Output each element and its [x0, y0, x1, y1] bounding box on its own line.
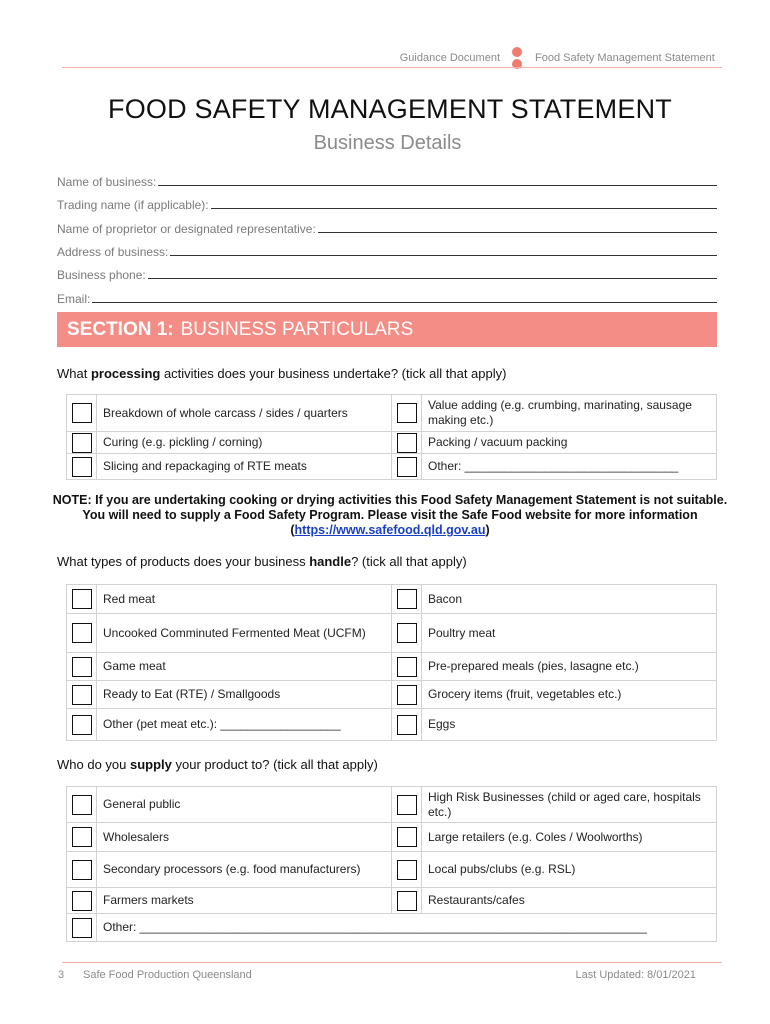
option-label: General public — [97, 787, 392, 823]
checkbox[interactable] — [72, 589, 92, 609]
page-title: FOOD SAFETY MANAGEMENT STATEMENT — [108, 94, 672, 124]
checkbox[interactable] — [72, 685, 92, 705]
table-row — [67, 454, 717, 480]
checkbox[interactable] — [72, 891, 92, 911]
option-label: Local pubs/clubs (e.g. RSL) — [422, 852, 717, 888]
trading-name-field[interactable] — [57, 194, 717, 212]
option-label: Ready to Eat (RTE) / Smallgoods — [97, 681, 392, 709]
option-label: Grocery items (fruit, vegetables etc.) — [422, 681, 717, 709]
table-row — [67, 888, 717, 914]
option-label: Game meat — [97, 653, 392, 681]
email-field[interactable] — [57, 288, 717, 306]
section-name: BUSINESS PARTICULARS — [180, 318, 414, 340]
page-number: 3 — [58, 969, 65, 981]
checkbox[interactable] — [397, 715, 417, 735]
checkbox[interactable] — [397, 403, 417, 423]
table-row — [67, 653, 717, 681]
checkbox[interactable] — [72, 433, 92, 453]
table-row — [67, 681, 717, 709]
checkbox[interactable] — [72, 457, 92, 477]
checkbox[interactable] — [397, 795, 417, 815]
field-label: Business phone: — [57, 268, 146, 282]
header-doc-type: Guidance Document — [399, 52, 500, 64]
fill-line[interactable] — [158, 185, 717, 186]
option-label: Large retailers (e.g. Coles / Woolworths) — [422, 823, 717, 852]
handle-question: What types of products does your business handle? (tick all that apply) — [57, 554, 467, 569]
option-label: Secondary processors (e.g. food manufacturers) — [97, 852, 392, 888]
option-label: Other: ________________________________ — [422, 454, 717, 480]
phone-field[interactable] — [57, 264, 717, 282]
table-row — [67, 395, 717, 432]
option-label: Eggs — [422, 709, 717, 741]
table-row — [67, 614, 717, 653]
table-row — [67, 852, 717, 888]
checkbox[interactable] — [397, 891, 417, 911]
option-label: Restaurants/cafes — [422, 888, 717, 914]
address-field[interactable] — [57, 241, 717, 259]
fill-line[interactable] — [170, 255, 717, 256]
proprietor-field[interactable] — [57, 218, 717, 236]
option-label: Packing / vacuum packing — [422, 432, 717, 454]
business-name-field[interactable] — [57, 171, 717, 189]
checkbox[interactable] — [397, 860, 417, 880]
fill-line[interactable] — [211, 208, 717, 209]
checkbox[interactable] — [72, 403, 92, 423]
table-row — [67, 787, 717, 823]
other-field[interactable]: Other: ____________________________________________________________________________ — [97, 914, 717, 942]
table-row — [67, 432, 717, 454]
field-label: Address of business: — [57, 245, 169, 259]
table-row — [67, 914, 717, 942]
field-label: Name of business: — [57, 175, 157, 189]
table-row — [67, 585, 717, 614]
option-label: Red meat — [97, 585, 392, 614]
checkbox[interactable] — [397, 827, 417, 847]
checkbox[interactable] — [397, 457, 417, 477]
section-number: SECTION 1: — [67, 318, 174, 340]
table-row — [67, 823, 717, 852]
field-label: Trading name (if applicable): — [57, 198, 209, 212]
fill-line[interactable] — [148, 278, 717, 279]
header-dots-icon — [511, 47, 523, 69]
option-label: Breakdown of whole carcass / sides / quarters — [97, 395, 392, 432]
cooking-note: NOTE: If you are undertaking cooking or drying activities this Food Safety Management Statement is not suitable. You will need to supply a Food Safety Program. Please visit the Safe Food website for more information (https://www.safefood.qld.gov.au) — [52, 493, 728, 537]
option-label: Wholesalers — [97, 823, 392, 852]
checkbox[interactable] — [72, 827, 92, 847]
option-label: Value adding (e.g. crumbing, marinating, sausage making etc.) — [422, 395, 717, 432]
option-label: Uncooked Comminuted Fermented Meat (UCFM) — [97, 614, 392, 653]
checkbox[interactable] — [72, 918, 92, 938]
page-subtitle: Business Details — [313, 132, 462, 154]
field-label: Name of proprietor or designated representative: — [57, 222, 316, 236]
checkbox[interactable] — [397, 589, 417, 609]
footer-divider — [62, 962, 722, 963]
processing-table — [66, 394, 717, 480]
header-divider — [62, 67, 722, 68]
checkbox[interactable] — [72, 623, 92, 643]
handle-table — [66, 584, 717, 741]
option-label: Pre-prepared meals (pies, lasagne etc.) — [422, 653, 717, 681]
option-label: High Risk Businesses (child or aged care, hospitals etc.) — [422, 787, 717, 823]
option-label: Other (pet meat etc.): __________________ — [97, 709, 392, 741]
checkbox[interactable] — [72, 657, 92, 677]
checkbox[interactable] — [397, 433, 417, 453]
option-label: Farmers markets — [97, 888, 392, 914]
option-label: Curing (e.g. pickling / corning) — [97, 432, 392, 454]
fill-line[interactable] — [318, 232, 717, 233]
checkbox[interactable] — [397, 623, 417, 643]
supply-question: Who do you supply your product to? (tick all that apply) — [57, 757, 378, 772]
footer-updated: Last Updated: 8/01/2021 — [575, 969, 696, 981]
header-doc-title: Food Safety Management Statement — [535, 52, 715, 64]
safefood-link[interactable]: https://www.safefood.qld.gov.au — [294, 523, 486, 537]
footer-org: Safe Food Production Queensland — [83, 969, 252, 981]
option-label: Bacon — [422, 585, 717, 614]
option-label: Slicing and repackaging of RTE meats — [97, 454, 392, 480]
checkbox[interactable] — [397, 657, 417, 677]
processing-question: What processing activities does your business undertake? (tick all that apply) — [57, 366, 507, 381]
option-label: Poultry meat — [422, 614, 717, 653]
checkbox[interactable] — [397, 685, 417, 705]
supply-table — [66, 786, 717, 942]
checkbox[interactable] — [72, 795, 92, 815]
checkbox[interactable] — [72, 860, 92, 880]
fill-line[interactable] — [92, 302, 717, 303]
section-banner — [57, 312, 717, 347]
field-label: Email: — [57, 292, 91, 306]
checkbox[interactable] — [72, 715, 92, 735]
table-row — [67, 709, 717, 741]
